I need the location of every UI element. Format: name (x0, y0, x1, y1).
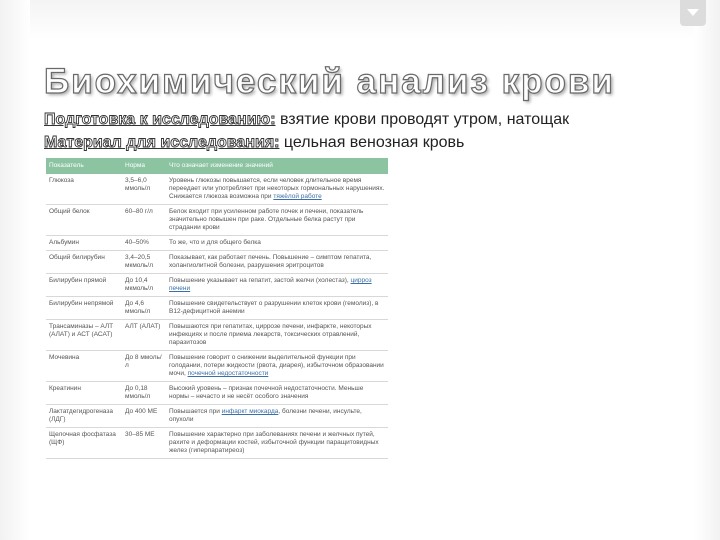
indicator-cell: Общий белок (46, 205, 122, 236)
chevron-down-icon (680, 0, 706, 26)
meaning-text: Белок входит при усиленном работе почек и печени, показатель значительно повышен при раке. Отдельные белка растут при страдании крови (169, 208, 364, 231)
norm-cell: 30–85 МЕ (122, 428, 166, 459)
norm-cell: До 4,6 ммоль/л (122, 297, 166, 320)
table-row (46, 351, 388, 382)
meaning-cell (166, 382, 388, 405)
indicator-cell: Щелочная фосфатаза (ЩФ) (46, 428, 122, 459)
norm-cell: До 0,18 ммоль/л (122, 382, 166, 405)
meaning-text-tail: , болезни печени, инсульте, опухоли (169, 408, 362, 423)
slide-top-shade (0, 0, 720, 40)
table-row (46, 320, 388, 351)
header-norm: Норма (122, 158, 166, 174)
meaning-cell (166, 351, 388, 382)
slide-left-shade (0, 0, 30, 540)
meaning-cell (166, 405, 388, 428)
norm-cell: 3,5–6,0 ммоль/л (122, 174, 166, 205)
meaning-cell (166, 174, 388, 205)
meaning-link[interactable]: инфаркт миокарда (221, 408, 279, 415)
meaning-link[interactable]: тяжёлой работе (273, 193, 322, 200)
meaning-text: Повышается при (169, 408, 220, 415)
meaning-text: То же, что и для общего белка (169, 239, 261, 246)
meaning-cell (166, 428, 388, 459)
indicator-cell: Трансаминазы – АЛТ (АЛАТ) и АСТ (АСАТ) (46, 320, 122, 351)
meaning-text: Показывает, как работает печень. Повышение – симптом гепатита, холангиолитной болезни, разрушения эритроцитов (169, 254, 372, 269)
meaning-cell (166, 251, 388, 274)
header-meaning: Что означает изменение значений (166, 158, 388, 174)
table-row (46, 174, 388, 205)
preparation-line (44, 111, 569, 129)
meaning-cell (166, 236, 388, 251)
table-row (46, 236, 388, 251)
slide-title: Биохимический анализ крови (44, 62, 615, 101)
material-label: Материал для исследования: (44, 134, 280, 151)
table-header-row (46, 158, 388, 174)
indicator-cell: Билирубин прямой (46, 274, 122, 297)
norm-cell: 60–80 г/л (122, 205, 166, 236)
meaning-text: Повышаются при гепатитах, циррозе печени, инфаркте, некоторых инфекциях и после приема лекарств, токсических отравлений, паразитозов (169, 323, 372, 346)
norm-cell: 3,4–20,5 мкмоль/л (122, 251, 166, 274)
slide-right-shade (694, 0, 720, 540)
table-row (46, 274, 388, 297)
table-row (46, 297, 388, 320)
analysis-table (46, 158, 388, 459)
analysis-table-container (46, 158, 388, 540)
indicator-cell: Креатинин (46, 382, 122, 405)
table-row (46, 251, 388, 274)
meaning-cell (166, 320, 388, 351)
indicator-cell: Глюкоза (46, 174, 122, 205)
meaning-cell (166, 297, 388, 320)
table-row (46, 428, 388, 459)
meaning-link[interactable]: цирроз печени (169, 277, 372, 292)
meaning-text: Повышение характерно при заболеваниях печени и желчных путей, рахите и деформации костей, избыточной функции паращитовидных желез (гиперпаратиреоз) (169, 431, 379, 454)
table-row (46, 405, 388, 428)
indicator-cell: Лактатдегидрогеназа (ЛДГ) (46, 405, 122, 428)
preparation-label: Подготовка к исследованию: (44, 111, 276, 128)
meaning-cell (166, 205, 388, 236)
meaning-text: Уровень глюкозы повышается, если человек длительное время переедает или употребляет при некоторых гормональных нарушениях. Снижается глюкоза возможна при (169, 177, 385, 200)
indicator-cell: Альбумин (46, 236, 122, 251)
norm-cell: АЛТ (АЛАТ) (122, 320, 166, 351)
material-text: цельная венозная кровь (279, 134, 465, 151)
meaning-text: Повышение указывает на гепатит, застой желчи (холестаз), (169, 277, 349, 284)
norm-cell: До 10,4 мкмоль/л (122, 274, 166, 297)
indicator-cell: Общий билирубин (46, 251, 122, 274)
meaning-text: Высокий уровень – признак почечной недостаточности. Меньше нормы – нечасто и не несёт особого значения (169, 385, 364, 400)
indicator-cell: Билирубин непрямой (46, 297, 122, 320)
preparation-text: взятие крови проводят утром, натощак (275, 111, 570, 128)
meaning-text: Повышение говорит о снижении выделительной функции при голодании, потери жидкости (рвота, диарея), избыточном образовании мочи, (169, 354, 384, 377)
table-row (46, 382, 388, 405)
indicator-cell: Мочевина (46, 351, 122, 382)
norm-cell: До 400 МЕ (122, 405, 166, 428)
header-indicator: Показатель (46, 158, 122, 174)
norm-cell: 40–50% (122, 236, 166, 251)
norm-cell: До 8 ммоль/л (122, 351, 166, 382)
meaning-link[interactable]: почечной недостаточности (187, 370, 269, 377)
meaning-text: Повышение свидетельствует о разрушении клеток крови (гемолиз), в В12-дефицитной анемии (169, 300, 379, 315)
material-line (44, 134, 464, 152)
table-row (46, 205, 388, 236)
meaning-cell (166, 274, 388, 297)
